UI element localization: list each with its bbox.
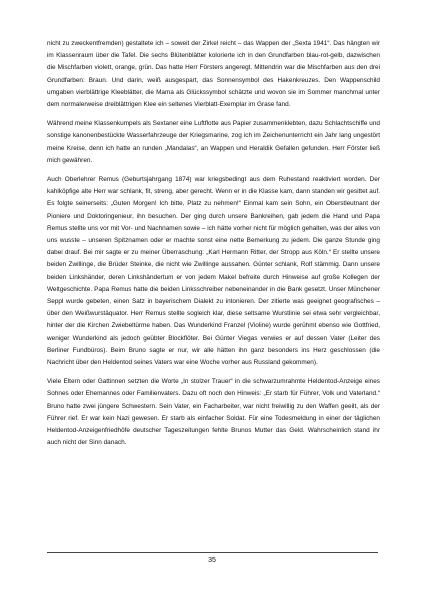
paragraph-4: Viele Eltern oder Gattinnen setzten die Worte „In stolzer Trauer“ in die schwarzumrahmte Heldentod-Anzeige eines Sohnes oder Ehemannes oder Familienvaters. Dazu oft noch den Hinweis: „Er starb für Führer, Volk und Vaterland.“ Bruno hatte zwei jüngere Schwestern. Sein Vater, ein Facharbeiter, war nicht freiwillig zu den Waffen geeilt, als der Führer rief. Er war kein Nazi gewesen. Er starb als einfacher Soldat. Für eine Todesmeldung in einer der täglichen Heldentod-Anzeigenfriedhöfe deutscher Tageszeitungen fehlte Brunos Mutter das Geld. Wahrscheinlich stand ihr auch nicht der Sinn danach. — [47, 378, 380, 447]
paragraph-1: nicht zu zweckentfremden) gestaltete ich – soweit der Zirkel reicht – das Wappen der „Sexta 1941“. Das hängten wir im Klassenraum über die Tafel. Die sechs Blütenblätter kolorierte ich in den Grundfarben blau-rot-gelb, dazwischen die Mischfarben violett, orange, grün. Das hatte Herr Försters angeregt. Mittendrin war die Mischfarben aus den drei Grundfarben: Braun. Und darin, weiß ausgespart, das Sonnensymbol des Hakenkreuzes. Den Wappenschild umgaben vierblättrige Kleeblätter, die Mama als Glückssymbol schätzte und wovon sie im Sommer manchmal unter dem normalerweise dreiblättrigen Klee ein seltenes Vierblatt-Exemplar im Grase fand. — [47, 40, 380, 109]
footer-divider — [47, 552, 378, 553]
paragraph-2: Während meine Klassenkumpels als Sextaner eine Luftflotte aus Papier zusammenklebten, dazu Schlachtschiffe und sonstige kanonenbestückte Wasserfahrzeuge der Kriegsmarine, zog ich im Zeichenunterricht ein Jahr lang ungestört meine Kreise, denn ich hatte an runden „Mandalas“, an Wappen und Heraldik Gefallen gefunden. Herr Förster ließ mich gewähren. — [47, 120, 380, 164]
body-text — [47, 38, 380, 457]
page-number: 35 — [208, 557, 216, 564]
paragraph-3: Auch Oberlehrer Remus (Geburtsjahrgang 1874) war kriegsbedingt aus dem Ruhestand reaktiviert worden. Der kahlköpfige alte Herr war schlank, fit, streng, aber gerecht. Wenn er in die Klasse kam, dann standen wir gesittet auf. Es folgte seinerseits: „Guten Morgen! Ich bitte, Platz zu nehmen!“ Einmal kam sein Sohn, ein Oberstleutnant der Pioniere und Doktoringenieur, ihn besuchen. Der ging durch unsere Bankreihen, gab jedem die Hand und Papa Remus stellte uns vor mit Vor- und Nachnamen sowie – ich hätte vorher nicht für möglich gehalten, was der alles von uns wusste – unseren Spitznamen oder er machte sonst eine nette Bemerkung zu jedem. Die ganze Stunde ging dabei drauf. Bei mir sagte er zu meiner Überraschung: „Karl Hermann Ritter, der Stropp aus Köln.“ Er stellte unsere beiden Zwillinge, die Brüder Steinke, die nicht wie Zwillinge aussahen. Günter schlank, Rolf stämmig. Dann unsere beiden Linkshänder, deren Linkshändertum er von jedem Makel befreite durch Hinweise auf große Kollegen der Weltgeschichte. Papa Remus hatte die beiden Linksschreiber nebeneinander in die Bank gesetzt. Unser Münchener Seppl wurde gebeten, einen Satz in bayerischem Dialekt zu intonieren. Der zitierte was geeignet geografisches – über den Weißwurstäquator. Herr Remus stellte sogleich klar, diese seltsame Wurstlinie sei etwa sehr vergleichbar, hinter der die Kirchen Zwiebeltürme haben. Das Wunderkind Franzel (Violine) wurde gerühmt ebenso wie Gottfried, weniger Wunderkind als jedoch geübter Blockflöter. Bei Günter Viegas verwies er auf dessen Vater (Leiter des Berliner Fundbüros). Beim Bruno sagte er nur, wir alle hätten ihn ganz besonders ins Herz geschlossen (die Nachricht über den Heldentod seines Vaters war eine Woche vorher aus Russland gekommen). — [47, 176, 380, 367]
